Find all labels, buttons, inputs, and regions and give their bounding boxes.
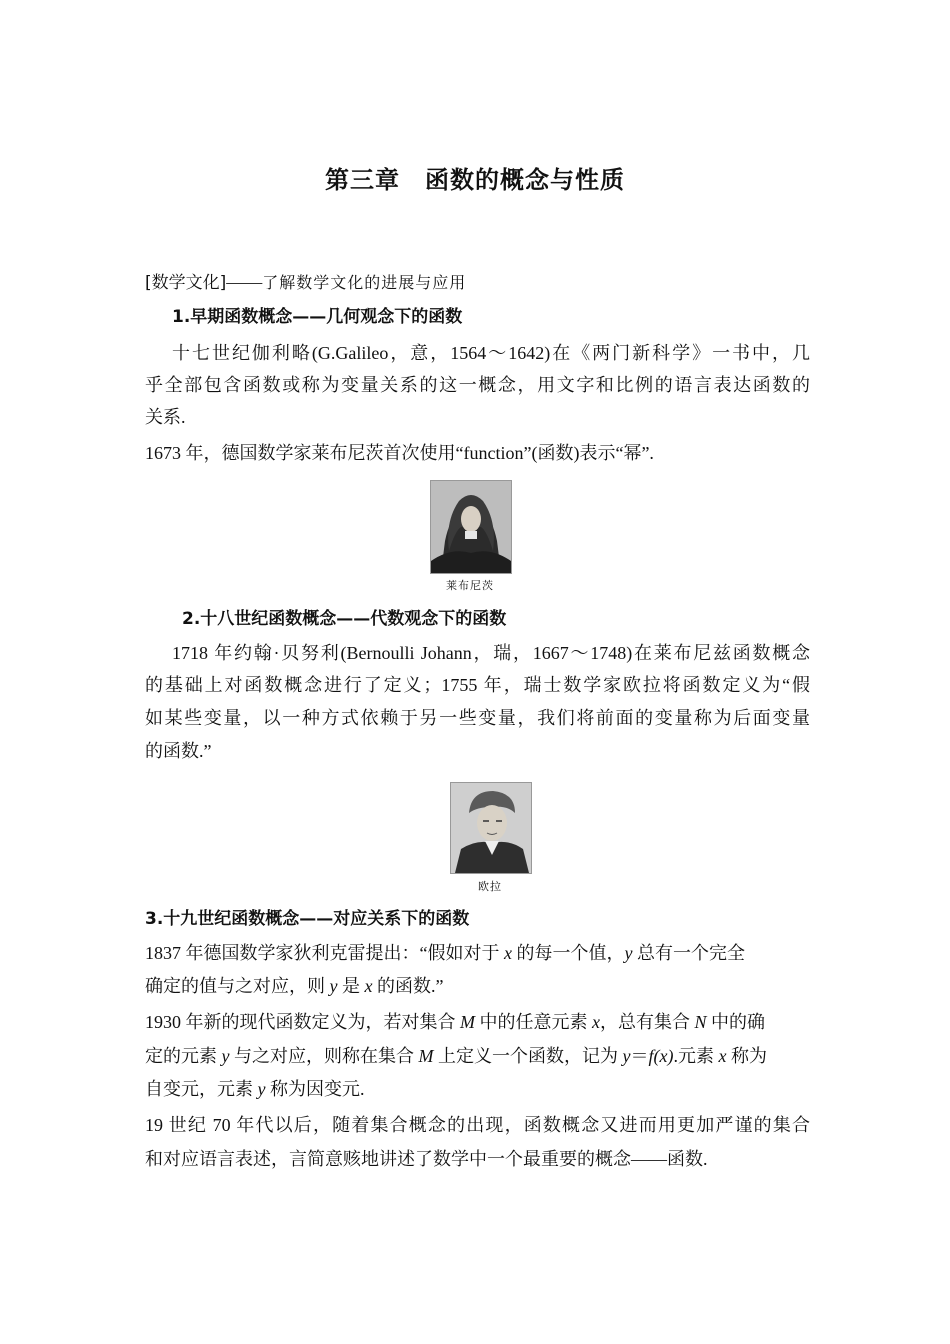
- section-3-para-3-line-1: 19 世纪 70 年代以后，随着集合概念的出现，函数概念又进而用更加严谨的集合: [145, 1115, 810, 1135]
- text-run: 中的确: [706, 1012, 766, 1032]
- variable-N: N: [694, 1012, 707, 1032]
- intro-line: [145, 266, 810, 299]
- equals-sign: ＝: [630, 1046, 649, 1066]
- section-2-para-line-2: 的基础上对函数概念进行了定义；1755 年，瑞士数学家欧拉将函数定义为“假: [145, 675, 810, 695]
- text-run: .元素: [673, 1046, 719, 1066]
- section-3-para-1-line-2: [145, 970, 810, 1002]
- text-run: 确定的值与之对应，则: [145, 976, 330, 996]
- section-2-heading: 2.十八世纪函数概念——代数观念下的函数: [182, 609, 507, 629]
- variable-x: x: [718, 1046, 727, 1066]
- section-3-para-1-line-1: [145, 937, 810, 969]
- text-run: 称为: [726, 1046, 767, 1066]
- variable-M: M: [460, 1012, 475, 1032]
- leibniz-portrait: [430, 480, 512, 574]
- leibniz-portrait-image: [431, 481, 511, 573]
- text-run: 的每一个值，: [512, 943, 625, 963]
- section-3-para-2-line-3: [145, 1073, 810, 1105]
- text-run: 称为因变元.: [265, 1079, 365, 1099]
- variable-y: y: [257, 1079, 266, 1099]
- intro-tag: [数学文化]: [145, 273, 227, 293]
- text-run: ，总有集合: [600, 1012, 695, 1032]
- section-2-para-line-1: 1718 年约翰·贝努利(Bernoulli Johann，瑞，1667～1748)在莱布尼兹函数概念: [172, 643, 810, 663]
- section-1-para-line-2: 乎全部包含函数或称为变量关系的这一概念，用文字和比例的语言表达函数的: [145, 375, 810, 395]
- variable-y: y: [329, 976, 338, 996]
- text-run: 中的任意元素: [475, 1012, 592, 1032]
- variable-x: x: [364, 976, 373, 996]
- euler-portrait: [450, 782, 532, 874]
- euler-caption: 欧拉: [478, 880, 502, 893]
- variable-y: y: [622, 1046, 631, 1066]
- section-2-para-line-4: 的函数.”: [145, 741, 212, 761]
- text-run: 总有一个完全: [632, 943, 745, 963]
- text-run: 定的元素: [145, 1046, 222, 1066]
- section-3-para-3-line-2: 和对应语言表述，言简意赅地讲述了数学中一个最重要的概念——函数.: [145, 1149, 708, 1169]
- section-3-para-2-line-2: [145, 1040, 810, 1072]
- intro-dash: ——: [226, 272, 263, 292]
- text-run: 自变元，元素: [145, 1079, 258, 1099]
- variable-x: x: [504, 943, 512, 963]
- leibniz-caption: 莱布尼茨: [446, 579, 494, 592]
- section-3-heading: 3.十九世纪函数概念——对应关系下的函数: [145, 909, 470, 929]
- section-1-para-line-1: 十七世纪伽利略(G.Galileo，意，1564～1642)在《两门新科学》一书中，几: [172, 343, 810, 363]
- text-run: 与之对应，则称在集合: [229, 1046, 419, 1066]
- text-run: 的函数.”: [372, 976, 444, 996]
- text-run: 是: [337, 976, 365, 996]
- section-1-para-2: 1673 年，德国数学家莱布尼茨首次使用“function”(函数)表示“幂”.: [145, 443, 654, 463]
- variable-y: y: [624, 943, 633, 963]
- section-1-para-line-3: 关系.: [145, 407, 186, 427]
- section-2-para-line-3: 如某些变量，以一种方式依赖于另一些变量，我们将前面的变量称为后面变量: [145, 708, 810, 728]
- variable-M: M: [418, 1046, 434, 1066]
- function-f: f: [648, 1046, 654, 1066]
- euler-portrait-image: [451, 783, 531, 873]
- text-run: 1837 年德国数学家狄利克雷提出：“假如对于: [145, 943, 504, 963]
- text-run: 上定义一个函数，记为: [433, 1046, 623, 1066]
- function-argument: (x): [653, 1046, 674, 1066]
- variable-y: y: [221, 1046, 230, 1066]
- intro-subtitle: 了解数学文化的进展与应用: [262, 273, 467, 292]
- section-1-heading: 1.早期函数概念——几何观念下的函数: [172, 307, 463, 327]
- section-3-para-2-line-1: [145, 1006, 810, 1038]
- text-run: 1930 年新的现代函数定义为，若对集合: [145, 1012, 460, 1032]
- variable-x: x: [592, 1012, 600, 1032]
- chapter-title: 第三章 函数的概念与性质: [325, 166, 625, 194]
